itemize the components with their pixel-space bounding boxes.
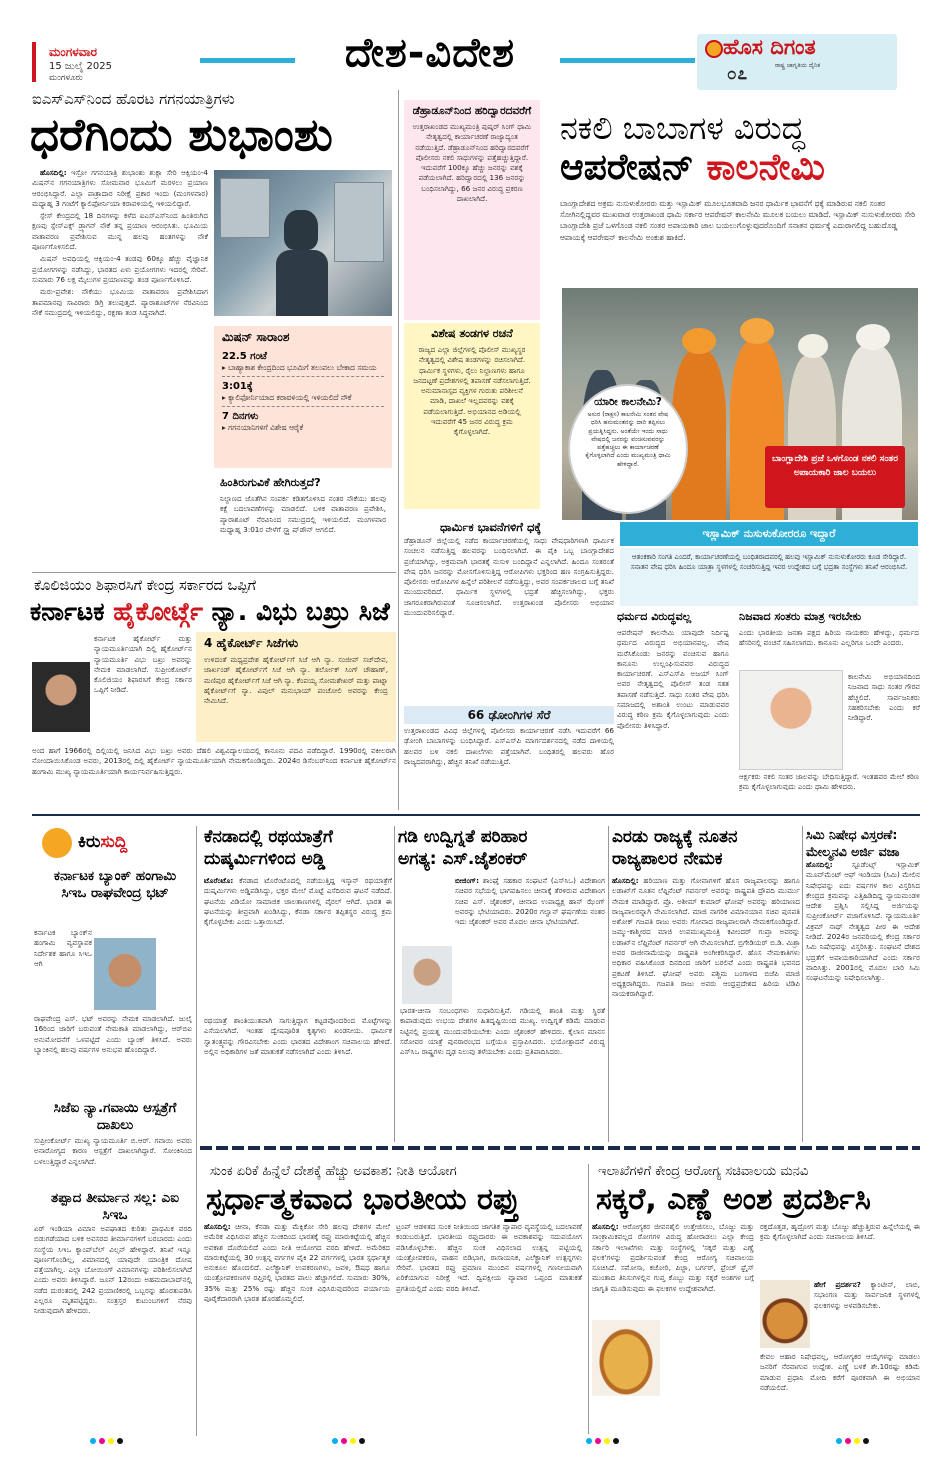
page-number: ೦೭ <box>727 64 749 84</box>
real-saints-body-right: ಕಾಲನೇಮಿ ಅಭಿಯಾನದಿಂದ ನಿಜವಾದ ಸಾಧು ಸಂತರ ಗೌರವ ಹೆಚ್ಚಲಿದೆ. ಸಾರ್ವಜನಿಕರು ಸಹಕರಿಸಬೇಕು ಎಂದು ಕರೆ ನೀಡಿದ್ದಾರೆ. <box>848 672 920 723</box>
lead-headline: ಧರೆಗಿಂದು ಶುಭಾಂಶು <box>30 108 333 161</box>
tariff-body-col1 <box>204 1222 390 1426</box>
megaphone-icon <box>42 828 72 858</box>
chief-minister-photo <box>739 670 843 770</box>
dehradun-box-text: ಉತ್ತರಾಖಂಡದ ಮುಖ್ಯಮಂತ್ರಿ ಪುಷ್ಕರ್ ಸಿಂಗ್ ಧಾಮಿ ನೇತೃತ್ವದಲ್ಲಿ ಕಾರ್ಯಾಚರಣೆ ರಾಜ್ಯಾದ್ಯಂತ ನಡೆಯುತ್ತಿದೆ. ಡೆಹ್ರಾಡೂನ್‌ನಿಂದ ಹರಿದ್ವಾರದವರೆಗೆ ಪೊಲೀಸರು ನಕಲಿ ಸಾಧುಗಳನ್ನು ಪತ್ತೆಹಚ್ಚುತ್ತಿದ್ದಾರೆ. ಇದುವರೆಗೆ 100ಕ್ಕೂ ಹೆಚ್ಚು ಜನರನ್ನು ವಶಕ್ಕೆ ಪಡೆಯಲಾಗಿದೆ. ಹರಿದ್ವಾರದಲ್ಲಿ 136 ಜನರನ್ನು ಬಂಧಿಸಲಾಗಿದ್ದು, 66 ಜನರ ವಿರುದ್ಧ ಪ್ರಕರಣ ದಾಖಲಾಗಿದೆ. <box>412 122 532 204</box>
magenta-dot <box>341 1438 347 1444</box>
briefs-title-a: ಕಿರು <box>78 832 101 852</box>
column-rule <box>802 826 803 1142</box>
tariff-col1-text: ಚೀನಾ, ಕೆನಡಾ ಮತ್ತು ಮೆಕ್ಸಿಕೋ ಸೇರಿ ಹಲವು ದೇಶಗಳ ಮೇಲೆ ಅಮೆರಿಕ ವಿಧಿಸಿರುವ ಹೆಚ್ಚಿನ ಸುಂಕದಿಂದ ಭಾರತಕ್ಕೆ ರಫ್ತು ಮಾರುಕಟ್ಟೆಯಲ್ಲಿ ಹೆಚ್ಚಿನ ಅವಕಾಶ ದೊರೆಯಲಿದೆ ಎಂದು ನೀತಿ ಆಯೋಗದ ವರದಿ ಹೇಳಿದೆ. ಅಮೆರಿಕದ ಮಾರುಕಟ್ಟೆಯಲ್ಲಿ 30 ಉತ್ಪನ್ನ ವರ್ಗಗಳ ಪೈಕಿ 22 ವರ್ಗಗಳಲ್ಲಿ ಭಾರತ ಸ್ಪರ್ಧಾತ್ಮಕ ಅನುಕೂಲ ಹೊಂದಲಿದೆ. ಎಲೆಕ್ಟ್ರಾನಿಕ್ ಉಪಕರಣಗಳು, ಜವಳಿ, ಔಷಧ ಹಾಗೂ ಯಂತ್ರೋಪಕರಣಗಳ ರಫ್ತಿನಲ್ಲಿ ಭಾರತದ ಪಾಲು ಹೆಚ್ಚಾಗಲಿದೆ. ಸುಮಾರು 30%, 35% ಮತ್ತು 25% ರಷ್ಟು ಹೆಚ್ಚಿನ ಸುಂಕ ವಿಧಿಸಿರುವುದರಿಂದ ಪರ್ಯಾಯ ಪೂರೈಕೆದಾರರಾಗಿ ಭಾರತ ಹೊರಹೊಮ್ಮಲಿದೆ. <box>204 1222 390 1304</box>
print-registration-marks <box>836 1438 869 1444</box>
who-is-kalanemi-box <box>568 384 688 514</box>
real-saints-title: ನಿಜವಾದ ಸಂತರು ಮಾತ್ರ ಇರಬೇಕು <box>739 610 862 623</box>
collegium-body-a: ಕರ್ನಾಟಕ ಹೈಕೋರ್ಟ್ ಮತ್ತು ನ್ಯಾಯಮೂರ್ತಿಯಾಗಿ ದಿಲ್ಲಿ ಹೈಕೋರ್ಟ್‌ನ ನ್ಯಾಯಮೂರ್ತಿ ವಿಭು ಬಖ್ರು ಅವರನ್ನು ನೇಮಕ ಮಾಡಲಾಗಿದೆ. ಸುಪ್ರೀಂಕೋರ್ಟ್ ಕೊಲಿಜಿಯಂ ಶಿಫಾರಸಿಗೆ ಕೇಂದ್ರ ಸರ್ಕಾರ ಒಪ್ಪಿಗೆ ನೀಡಿದೆ. <box>94 634 192 695</box>
column-rule <box>608 826 609 1142</box>
brief1-body-b: ರಾಘವೇಂದ್ರ ಎಸ್. ಭಟ್ ಅವರನ್ನು ನೇಮಕ ಮಾಡಲಾಗಿದೆ. ಜುಲೈ 16ರಿಂದ ಜಾರಿಗೆ ಬರುವಂತೆ ನೇಮಕಾತಿ ಮಾಡಲಾಗಿದ್ದು, ಆರ್‌ಬಿಐ ಅನುಮೋದನೆಗೆ ಒಳಪಟ್ಟಿದೆ ಎಂದು ಬ್ಯಾಂಕ್ ತಿಳಿಸಿದೆ. ಅವರು ಬ್ಯಾಂಕಿನಲ್ಲಿ ಹಲವು ವರ್ಷಗಳ ಅನುಭವ ಹೊಂದಿದ್ದಾರೆ. <box>34 1014 192 1054</box>
health-body-col2a: ರಕ್ತದೊತ್ತಡ, ಹೃದ್ರೋಗ ಮತ್ತು ಬೊಜ್ಜು ಹೆಚ್ಚುತ್ತಿರುವ ಹಿನ್ನೆಲೆಯಲ್ಲಿ ಈ ಕ್ರಮ ಕೈಗೊಳ್ಳಲಾಗಿದೆ ಎಂದು ಸಚಿವಾಲಯ ತಿಳಿಸಿದೆ. <box>760 1222 920 1242</box>
dehradun-box-title: ಡೆಹ್ರಾಡೂನ್‌ನಿಂದ ಹರಿದ್ವಾರದವರೆಗೆ <box>412 105 532 117</box>
brief2-headline: ಸಿಜೆಐ ನ್ಯಾ.ಗವಾಯಿ ಆಸ್ಪತ್ರೆಗೆ ದಾಖಲು <box>53 1100 177 1133</box>
sixty-six-arrested-body: ಉತ್ತರಾಖಂಡದ ವಿವಿಧ ಜಿಲ್ಲೆಗಳಲ್ಲಿ ಪೊಲೀಸರು ಕಾರ್ಯಾಚರಣೆ ನಡೆಸಿ ಇದುವರೆಗೆ 66 ಢೋಂಗಿ ಬಾಬಾಗಳನ್ನು ಬಂಧಿಸಿದ್ದಾರೆ. ಎಸ್‌ಎಸ್‌ಪಿ ಮಾರ್ಗದರ್ಶನದಲ್ಲಿ ನಡೆದ ದಾಳಿಯಲ್ಲಿ ಹಲವರ ಬಳಿ ನಕಲಿ ದಾಖಲೆಗಳು ಪತ್ತೆಯಾಗಿವೆ. ಬಂಧಿತರಲ್ಲಿ ಹಲವರು ಹೊರ ರಾಜ್ಯದವರಾಗಿದ್ದು, ಹೆಚ್ಚಿನ ತನಿಖೆ ನಡೆಯುತ್ತಿದೆ. <box>404 726 614 766</box>
masthead-accent-bar <box>32 42 36 82</box>
astronaut-figure <box>284 210 318 250</box>
collegium-kicker: ಕೊಲಿಜಿಯಂ ಶಿಫಾರಸಿಗೆ ಕೇಂದ್ರ ಸರ್ಕಾರದ ಒಪ್ಪಿಗೆ <box>34 578 257 594</box>
mission-value-2: 3:01ಕ್ಕೆ <box>222 381 253 392</box>
fake-baba-intro: ಬಾಂಗ್ಲಾದೇಶದ ಅಕ್ರಮ ನುಸುಳುಕೋರರು ಮತ್ತು ಇಸ್ಲಾಮಿಕ್ ಮೂಲಭೂತವಾದಿ ಜನರ ಧಾರ್ಮಿಕ ಭಾವನೆಗೆ ಧಕ್ಕೆ ಮಾಡಿರುವ ನಕಲಿ ಸಂತರ ಸೋಗಿನಲ್ಲಿದ್ದವರ ಮುಖವಾಡ ಉತ್ತರಾಖಂಡ ಧಾಮಿ ಸರ್ಕಾರ ಆಪರೇಷನ್ ಕಾಲನೇಮಿ ಮೂಲಕ ಬಯಲು ಮಾಡಿದೆ. ಇಸ್ಲಾಮಿಕ್ ನುಸುಳುಕೋರರು ಸೇರಿ ಬಾಂಗ್ಲಾದೇಶಿ ಪ್ರಜೆ ಒಳಗೊಂಡ ನಕಲಿ ಸಂತರ ಅಪಾಯಕಾರಿ ಜಾಲ ಬಯಲುಗೊಳ್ಳುವುದರೊಂದಿಗೆ ಸನಾತನ ಧರ್ಮಕ್ಕೆ ಎದುರಾಗಲಿದ್ದ ಬಹುದೊಡ್ಡ ಆಪಾಯಕ್ಕೆ ಆಪರೇಷನ್ ಕಾಲನೇಮಿ ಅಂಕುಶ ಹಾಕಿದೆ. <box>560 199 916 242</box>
mission-text-3-content: ಗಗನಯಾನಿಗಳಿಗೆ ವಿಶೇಷ ಆರೈಕೆ <box>228 423 304 432</box>
mission-text-1-content: ಬಾಹ್ಯಾಕಾಶ ಕೇಂದ್ರದಿಂದ ಭೂಮಿಗೆ ತಲುಪಲು ಬೇಕಾದ ಸಮಯ <box>228 363 377 372</box>
brief1-photo <box>94 938 156 1010</box>
masthead-day: ಮಂಗಳವಾರ <box>49 45 98 59</box>
turban-shape <box>798 334 828 358</box>
canada-body-b: ರಥಯಾತ್ರೆ ಶಾಂತಿಯುತವಾಗಿ ಸಾಗುತ್ತಿದ್ದಾಗ ಕಟ್ಟಡವೊಂದರಿಂದ ಮೊಟ್ಟೆಗಳನ್ನು ಎಸೆಯಲಾಗಿದೆ. ಇಂತಹ ದ್ವೇಷಪೂರಿತ ಕೃತ್ಯಗಳು ಖಂಡನೀಯ. ಧಾರ್ಮಿಕ ಸ್ವಾತಂತ್ರ್ಯವನ್ನು ಗೌರವಿಸಬೇಕು ಎಂದು ಭಾರತದ ವಿದೇಶಾಂಗ ಸಚಿವಾಲಯ ಹೇಳಿದೆ. ಅಲ್ಲಿನ ಅಧಿಕಾರಿಗಳ ಜತೆ ಮಾತುಕತೆ ನಡೆಸಲಾಗಿದೆ ಎಂದು ತಿಳಿಸಿದೆ. <box>204 1016 392 1056</box>
section-separator <box>592 1146 920 1150</box>
section-divider-left <box>200 58 295 63</box>
brief2-body: ಸುಪ್ರೀಂಕೋರ್ಟ್ ಮುಖ್ಯ ನ್ಯಾಯಮೂರ್ತಿ ಬಿ.ಆರ್. ಗವಾಯಿ ಅವರು ಅನಾರೋಗ್ಯದ ಕಾರಣ ಆಸ್ಪತ್ರೆಗೆ ದಾಖಲಾಗಿದ್ದಾರೆ. ಸೋಂಕಿನಿಂದ ಬಳಲುತ್ತಿದ್ದಾರೆ ಎನ್ನಲಾಗಿದೆ. <box>34 1136 192 1166</box>
canada-body-a-text: ಕೆನಡಾದ ಟೊರೆಂಟೊದಲ್ಲಿ ನಡೆಯುತ್ತಿದ್ದ ಇಸ್ಕಾನ್ ರಥಯಾತ್ರೆಗೆ ದುಷ್ಕರ್ಮಿಗಳು ಅಡ್ಡಿಪಡಿಸಿದ್ದು, ಭಕ್ತರ ಮೇಲೆ ಮೊಟ್ಟೆ ಎಸೆದಿರುವ ಘಟನೆ ನಡೆದಿದೆ. ಘಟನೆಯ ವಿಡಿಯೋ ಸಾಮಾಜಿಕ ಜಾಲತಾಣಗಳಲ್ಲಿ ವೈರಲ್ ಆಗಿದೆ. ಭಾರತ ಈ ಘಟನೆಯನ್ನು ತೀವ್ರವಾಗಿ ಖಂಡಿಸಿದ್ದು, ಕೆನಡಾ ಸರ್ಕಾರ ತಪ್ಪಿತಸ್ಥರ ವಿರುದ್ಧ ಕ್ರಮ ಕೈಗೊಳ್ಳಬೇಕು ಎಂದು ಒತ್ತಾಯಿಸಿದೆ. <box>204 876 392 927</box>
print-registration-marks <box>332 1438 365 1444</box>
fake-baba-headline <box>560 108 930 188</box>
column-rule <box>588 1164 589 1434</box>
magenta-dot <box>845 1438 851 1444</box>
brief3-body: ಏರ್ ಇಂಡಿಯಾ ವಿಮಾನ ಅಪಘಾತದ ಕುರಿತು ಪ್ರಾಥಮಿಕ ವರದಿ ಬಿಡುಗಡೆಯಾದ ಬಳಿಕ ಅವಸರದ ತೀರ್ಮಾನಗಳಿಗೆ ಬರಬಾರದು ಎಂದು ಸಂಸ್ಥೆಯ ಸಿಇಒ ಕ್ಯಾಂಪ್‌ಬೆಲ್ ವಿಲ್ಸನ್ ಹೇಳಿದ್ದಾರೆ. ತನಿಖೆ ಇನ್ನೂ ಪೂರ್ಣಗೊಂಡಿಲ್ಲ, ವಿಮಾನದಲ್ಲಿ ಯಾವುದೇ ಯಾಂತ್ರಿಕ ದೋಷ ಪತ್ತೆಯಾಗಿಲ್ಲ. ಎಲ್ಲಾ ಬೋಯಿಂಗ್ ವಿಮಾನಗಳನ್ನು ಪರಿಶೀಲಿಸಲಾಗಿದೆ ಎಂದು ಅವರು ತಿಳಿಸಿದ್ದಾರೆ. ಜೂನ್ 12ರಂದು ಅಹಮದಾಬಾದ್‌ನಲ್ಲಿ ನಡೆದ ದುರಂತದಲ್ಲಿ 242 ಪ್ರಯಾಣಿಕರಲ್ಲಿ ಒಬ್ಬರನ್ನು ಹೊರತುಪಡಿಸಿ ಎಲ್ಲರೂ ಮೃತಪಟ್ಟಿದ್ದರು. ಸಂತ್ರಸ್ತರ ಕುಟುಂಬಗಳಿಗೆ ನೆರವು ನೀಡುವುದಾಗಿ ಹೇಳಿದರು. <box>34 1224 192 1316</box>
canada-headline-b: ದುಷ್ಕರ್ಮಿಗಳಿಂದ ಅಡ್ಡಿ <box>204 849 326 869</box>
tariff-headline: ಸ್ಪರ್ಧಾತ್ಮಕವಾದ ಭಾರತೀಯ ರಫ್ತು <box>206 1182 520 1217</box>
headline-kalanemi: ಕಾಲನೇಮಿ <box>706 147 825 188</box>
brief1-body-a: ಕರ್ನಾಟಕ ಬ್ಯಾಂಕ್‌ನ ಹಂಗಾಮಿ ವ್ಯವಸ್ಥಾಪಕ ನಿರ್ದೇಶಕ ಹಾಗೂ ಸಿಇಒ ಆಗಿ <box>34 928 92 968</box>
lead-body <box>32 168 208 568</box>
governor-headline-a: ಎರಡು ರಾಜ್ಯಕ್ಕೆ ನೂತನ <box>612 827 738 847</box>
mission-text-2-content: ಕ್ಯಾಲಿಫೋರ್ನಿಯಾದ ಕರಾವಳಿಯಲ್ಲಿ ಇಳಿಯಲಿದೆ ನೌಕೆ <box>228 393 352 402</box>
turban-shape <box>856 324 890 350</box>
magenta-dot <box>99 1438 105 1444</box>
black-dot <box>613 1438 619 1444</box>
headline-operation: ಆಪರೇಷನ್ <box>560 147 694 188</box>
border-dateline: ಬೀಜಿಂಗ್: <box>455 876 480 885</box>
islamic-infiltrators-banner: ಇಸ್ಲಾಮಿಕ್ ನುಸುಳುಕೋರರೂ ಇದ್ದಾರೆ <box>620 522 918 546</box>
briefs-title-b: ಸುದ್ದಿ <box>100 832 128 852</box>
astronaut-photo <box>214 170 392 316</box>
governor-headline-b: ರಾಜ್ಯಪಾಲರ ನೇಮಕ <box>612 849 723 869</box>
collegium-headline <box>30 597 390 627</box>
canada-headline <box>204 826 389 870</box>
divider <box>32 572 396 573</box>
border-headline-a: ಗಡಿ ಉದ್ವಿಗ್ನತೆ ಪರಿಹಾರ <box>398 827 528 847</box>
section-divider <box>560 58 695 63</box>
health-body-col2c: ಕೇವಲ ಆಹಾರ ನಿಷೇಧವಲ್ಲ, ಆರೋಗ್ಯಕರ ಆಯ್ಕೆಗಳನ್ನು ಮಾಡಲು ಜನರಿಗೆ ನೆರವಾಗುವ ಉದ್ದೇಶ. ಎಣ್ಣೆ ಬಳಕೆ ಶೇ.10ರಷ್ಟು ಕಡಿಮೆ ಮಾಡುವ ಪ್ರಧಾನಿ ಮೋದಿ ಕರೆಗೆ ಪೂರಕವಾಗಿ ಈ ಅಭಿಯಾನ ನಡೆಯಲಿದೆ. <box>760 1352 920 1392</box>
yellow-dot <box>108 1438 114 1444</box>
mission-box-title: ಮಿಷನ್ ಸಾರಾಂಶ <box>222 330 290 344</box>
border-body-a-text: ಶಾಂಘೈ ಸಹಕಾರ ಸಂಘಟನೆ (ಎಸ್‌ಸಿಒ) ವಿದೇಶಾಂಗ ಸಚಿವರ ಸಭೆಯಲ್ಲಿ ಭಾಗವಹಿಸಲು ಚೀನಾಕ್ಕೆ ತೆರಳಿರುವ ವಿದೇಶಾಂಗ ಸಚಿವ ಎಸ್. ಜೈಶಂಕರ್, ಚೀನಾದ ಉಪಾಧ್ಯಕ್ಷ ಹಾನ್ ಝೆಂಗ್ ಅವರನ್ನು ಭೇಟಿಯಾದರು. 2020ರ ಗಲ್ವಾನ್ ಘರ್ಷಣೆಯ ನಂತರ ಇದು ಜೈಶಂಕರ್ ಅವರ ಮೊದಲ ಚೀನಾ ಭೇಟಿಯಾಗಿದೆ. <box>455 876 605 927</box>
mission-value-1: 22.5 ಗಂಟೆ <box>222 351 267 362</box>
tariff-body-col2: ಟ್ರಂಪ್ ಆಡಳಿತದ ಸುಂಕ ನೀತಿಯಿಂದ ಜಾಗತಿಕ ವ್ಯಾಪಾರ ವ್ಯವಸ್ಥೆಯಲ್ಲಿ ಬದಲಾವಣೆ ಕಂಡುಬರುತ್ತಿದೆ. ಭಾರತೀಯ ರಫ್ತುದಾರರು ಈ ಅವಕಾಶವನ್ನು ಸದುಪಯೋಗ ಪಡಿಸಿಕೊಳ್ಳಬೇಕು. ಹೆಚ್ಚಿನ ಸುಂಕ ವಿಧಿಸಲಾದ ಉತ್ಪನ್ನ ಪಟ್ಟಿಯಲ್ಲಿ ಯಂತ್ರೋಪಕರಣ, ವಾಹನ ಬಿಡಿಭಾಗ, ರಾಸಾಯನಿಕ, ಎಲೆಕ್ಟ್ರಾನಿಕ್ ಉತ್ಪನ್ನಗಳು ಸೇರಿವೆ. ಭಾರತದ ರಫ್ತು ಪ್ರಮಾಣ ಮುಂದಿನ ವರ್ಷಗಳಲ್ಲಿ ಗಣನೀಯವಾಗಿ ಏರಿಕೆಯಾಗುವ ನಿರೀಕ್ಷೆ ಇದೆ. ದ್ವಿಪಕ್ಷೀಯ ವ್ಯಾಪಾರ ಒಪ್ಪಂದ ಮಾತುಕತೆ ಪ್ರಗತಿಯಲ್ಲಿದೆ ಎಂದು ವರದಿ ತಿಳಿಸಿದೆ. <box>396 1222 582 1293</box>
governor-body <box>612 876 800 1138</box>
governor-headline <box>612 826 797 870</box>
astronaut-body <box>276 250 328 316</box>
lead-para-2: ಸ್ಪೇಸ್ ಕೇಂದ್ರದಲ್ಲಿ 18 ದಿನಗಳನ್ನು ಕಳೆದ ಐಎಸ್‌ಎಸ್‌ನಿಂದ ಹಿಂತಿರುಗಿದ ಕ್ಷಣವು ಸ್ಪೇಸ್‌ಎಕ್ಸ್ ಡ್ರ್ಯಾಗನ್ ನೌಕೆ ತನ್ನ ಪ್ರಯಾಣ ಆರಂಭಿಸಿತು. ಭೂಮಿಯ ವಾತಾವರಣ ಪ್ರವೇಶಿಸುವ ಮುನ್ನ ಹಲವು ಹಂತಗಳನ್ನು ನೌಕೆ ಪೂರ್ಣಗೊಳಿಸಲಿದೆ. <box>32 211 208 252</box>
column-rule <box>398 90 399 810</box>
special-box-text: ರಾಜ್ಯದ ಎಲ್ಲಾ ಜಿಲ್ಲೆಗಳಲ್ಲಿ ಪೊಲೀಸ್ ಮುಖ್ಯಸ್ಥರ ನೇತೃತ್ವದಲ್ಲಿ ವಿಶೇಷ ತಂಡಗಳನ್ನು ರಚಿಸಲಾಗಿದೆ. ಧಾರ್ಮಿಕ ಸ್ಥಳಗಳು, ರೈಲು ನಿಲ್ದಾಣಗಳು ಹಾಗೂ ಜನದಟ್ಟಣೆ ಪ್ರದೇಶಗಳಲ್ಲಿ ತಪಾಸಣೆ ನಡೆಸಲಾಗುತ್ತಿದೆ. ಅನುಮಾನಾಸ್ಪದ ವ್ಯಕ್ತಿಗಳ ಗುರುತು ಪರಿಶೀಲನೆ ಮಾಡಿ, ದಾಖಲೆ ಇಲ್ಲದವರನ್ನು ವಶಕ್ಕೆ ಪಡೆಯಲಾಗುತ್ತಿದೆ. ಅಭಿಯಾನದ ಅಡಿಯಲ್ಲಿ ಇದುವರೆಗೆ 45 ಜನರ ವಿರುದ್ಧ ಕ್ರಮ ಕೈಗೊಳ್ಳಲಾಗಿದೆ. <box>413 345 531 437</box>
health-col1-text: ಆರೋಗ್ಯಕರ ಜೀವನಶೈಲಿ ಉತ್ತೇಜಿಸಲು, ಬೊಜ್ಜು ಮತ್ತು ಸಾಂಕ್ರಾಮಿಕವಲ್ಲದ ರೋಗಗಳ ವಿರುದ್ಧ ಹೋರಾಡಲು ಎಲ್ಲಾ ಕೇಂದ್ರ ಸರ್ಕಾರಿ ಇಲಾಖೆಗಳು ಮತ್ತು ಸಂಸ್ಥೆಗಳಲ್ಲಿ 'ಸಕ್ಕರೆ ಮತ್ತು ಎಣ್ಣೆ ಫಲಕ'ಗಳನ್ನು ಪ್ರದರ್ಶಿಸುವಂತೆ ಕೇಂದ್ರ ಆರೋಗ್ಯ ಸಚಿವಾಲಯ ಸೂಚಿಸಿದೆ. ಸಮೋಸಾ, ಕಚೋರಿ, ಪಿಜ್ಜಾ, ಬರ್ಗರ್, ಫ್ರೆಂಚ್ ಫ್ರೈಸ್ ಮುಂತಾದ ತಿನಿಸುಗಳಲ್ಲಿನ ಗುಪ್ತ ಕೊಬ್ಬು ಮತ್ತು ಸಕ್ಕರೆ ಅಂಶಗಳ ಬಗ್ಗೆ ಜಾಗೃತಿ ಮೂಡಿಸುವುದು ಈ ಫಲಕಗಳ ಉದ್ದೇಶವಾಗಿದೆ. <box>592 1222 754 1293</box>
lead-para-1: ಇಸ್ರೋ ಗಗನಯಾತ್ರಿ ಶುಭಾಂಶು ಶುಕ್ಲಾ ಸೇರಿ ಆಕ್ಸಿಯಂ-4 ಮಿಷನ್‌ನ ಗಗನಯಾತ್ರಿಗಳು ಸೋಮವಾರ ಭೂಮಿಗೆ ಮರಳಲು ಪ್ರಯಾಣ ಆರಂಭಿಸಿದ್ದಾರೆ. ಎಲ್ಲಾ ಪಾತ್ರಾದಾರ ನಿರೀಕ್ಷೆ ಪ್ರಕಾರ ಇಂದು (ಮಂಗಳವಾರ) ಮಧ್ಯಾಹ್ನ 3 ಗಂಟೆಗೆ ಕ್ಯಾಲಿಫೋರ್ನಿಯಾ ಕರಾವಳಿಯಲ್ಲಿ ಇಳಿಯಲಿದ್ದಾರೆ. <box>32 168 208 208</box>
black-dot <box>117 1438 123 1444</box>
religious-sentiment-title: ಧಾರ್ಮಿಕ ಭಾವನೆಗಳಿಗೆ ಧಕ್ಕೆ <box>440 520 542 534</box>
return-box-title: ಹಿಂತಿರುಗುವಿಕೆ ಹೇಗಿರುತ್ತದೆ? <box>220 476 321 489</box>
mission-value-3: 7 ದಿನಗಳು <box>222 411 259 422</box>
lead-para-4: ಮರು-ಪ್ರವೇಶ: ನೌಕೆಯು ಭೂಮಿಯ ವಾತಾವರಣ ಪ್ರವೇಶಿಸಿದಾಗ ತಾಪಮಾನವು ಸಾವಿರಾರು ಡಿಗ್ರಿ ತಲುಪುತ್ತದೆ. ಪ್ಯಾರಾಶೂಟ್‌ಗಳ ನೆರವಿನಿಂದ ನೌಕೆ ಸಮುದ್ರದಲ್ಲಿ ಇಳಿಯಲಿದ್ದು, ರಕ್ಷಣಾ ತಂಡ ಸಿದ್ಧವಾಗಿದೆ. <box>32 287 208 317</box>
photo-caption: ಬಾಂಗ್ಲಾದೇಶಿ ಪ್ರಜೆ ಒಳಗೊಂಡ ನಕಲಿ ಸಂತರ ಅಪಾಯಕಾರಿ ಜಾಲ ಬಯಲು <box>765 446 905 508</box>
border-body-a <box>455 876 605 1004</box>
briefs-banner <box>32 826 192 862</box>
lead-para-3: ಮಿಷನ್ ಅವಧಿಯಲ್ಲಿ ಆಕ್ಸಿಯಂ-4 ತಂಡವು 60ಕ್ಕೂ ಹೆಚ್ಚು ವೈಜ್ಞಾನಿಕ ಪ್ರಯೋಗಗಳನ್ನು ನಡೆಸಿದ್ದು, ಭಾರತದ ಏಳು ಪ್ರಯೋಗಗಳು ಇದರಲ್ಲಿ ಸೇರಿವೆ. ಸುಮಾರು 76 ಲಕ್ಷ ಮೈಲುಗಳ ಪ್ರಯಾಣವನ್ನು ತಂಡ ಪೂರ್ಣಗೊಳಿಸಿದೆ. <box>32 254 208 284</box>
column-rule <box>196 826 197 1436</box>
return-box-text: ನಿಲ್ದಾಣದ ಜೊತೆಗಿನ ಸಂಪರ್ಕ ಕಡಿತಗೊಳಿಸಿದ ನಂತರ ನೌಕೆಯು ಹಲವು ಕಕ್ಷೆ ಬದಲಾವಣೆಗಳನ್ನು ಮಾಡಲಿದೆ. ಬಳಿಕ ವಾತಾವರಣ ಪ್ರವೇಶಿಸಿ, ಪ್ಯಾರಾಶೂಟ್ ನೆರವಿನಿಂದ ಸಮುದ್ರದಲ್ಲಿ ಇಳಿಯಲಿದೆ. ಮಂಗಳವಾರ ಮಧ್ಯಾಹ್ನ 3:01ರ ವೇಳೆಗೆ ಸ್ಪ್ಲ್ಯಾಷ್‌ಡೌನ್ ಆಗಲಿದೆ. <box>220 494 386 534</box>
health-kicker: ಇಲಾಖೆಗಳಿಗೆ ಕೇಂದ್ರ ಆರೋಗ್ಯ ಸಚಿವಾಲಯ ಮನವಿ <box>598 1164 809 1179</box>
health-col2b-text: ಕ್ಯಾಂಟೀನ್, ಲಾಬಿ, ಸಭಾಂಗಣ ಮತ್ತು ಸಾರ್ವಜನಿಕ ಸ್ಥಳಗಳಲ್ಲಿ ಫಲಕಗಳನ್ನು ಅಳವಡಿಸಬೇಕು. <box>814 1280 920 1310</box>
black-dot <box>863 1438 869 1444</box>
cyan-dot <box>586 1438 592 1444</box>
canada-dateline: ಟೊರೆಂಟೊ: <box>204 876 234 885</box>
simi-body-text: ಸ್ಟೂಡೆಂಟ್ಸ್ ಇಸ್ಲಾಮಿಕ್ ಮೂವ್‌ಮೆಂಟ್ ಆಫ್ ಇಂಡಿಯಾ (ಸಿಮಿ) ಮೇಲಿನ ನಿಷೇಧವನ್ನು ಐದು ವರ್ಷಗಳ ಕಾಲ ವಿಸ್ತರಿಸಿದ ಕೇಂದ್ರದ ಕ್ರಮವನ್ನು ಎತ್ತಿಹಿಡಿದಿದ್ದ ನ್ಯಾಯಮಂಡಳಿ ಆದೇಶ ಪ್ರಶ್ನಿಸಿ ಸಲ್ಲಿಸಿದ್ದ ಅರ್ಜಿಯನ್ನು ಸುಪ್ರೀಂಕೋರ್ಟ್ ವಜಾಗೊಳಿಸಿದೆ. ನ್ಯಾಯಮೂರ್ತಿ ವಿಕ್ರಮ್ ನಾಥ್ ನೇತೃತ್ವದ ಪೀಠ ಈ ಆದೇಶ ನೀಡಿದೆ. 2024ರ ಜನವರಿಯಲ್ಲಿ ಕೇಂದ್ರ ಸರ್ಕಾರ ಸಿಮಿ ನಿಷೇಧವನ್ನು ವಿಸ್ತರಿಸಿತ್ತು. ಸಂಘಟನೆ ದೇಶದ ಭದ್ರತೆಗೆ ಅಪಾಯಕಾರಿಯಾಗಿದೆ ಎಂದು ಸರ್ಕಾರ ವಾದಿಸಿತ್ತು. 2001ರಲ್ಲಿ ಮೊದಲ ಬಾರಿ ಸಿಮಿ ಸಂಘಟನೆಯನ್ನು ನಿಷೇಧಿಸಲಾಗಿತ್ತು. <box>806 860 920 983</box>
real-saints-body-bottom: ಆರ್ಕ್ಷಕರು ನಕಲಿ ಸಂತರ ಜಾಲವನ್ನು ಬೇಧಿಸುತ್ತಿದ್ದಾರೆ. ಇಂತಹವರ ಮೇಲೆ ಕಠಿಣ ಕ್ರಮ ಕೈಗೊಳ್ಳಲಾಗುವುದು ಎಂದು ಧಾಮಿ ಹೇಳಿದರು. <box>739 772 919 792</box>
canada-body-a <box>204 876 392 1016</box>
samosa-photo <box>592 1320 660 1396</box>
religious-sentiment-body: ಡೆಹ್ರಾಡೂನ್ ಜಿಲ್ಲೆಯಲ್ಲಿ ನಡೆದ ಕಾರ್ಯಾಚರಣೆಯಲ್ಲಿ ಸಾಧು ವೇಷಧಾರಿಗಳಾಗಿ ಧಾರ್ಮಿಕ ಸಂಚಲನ ನಡೆಸುತ್ತಿದ್ದ ಹಲವರನ್ನು ಬಂಧಿಸಲಾಗಿದೆ. ಈ ಪೈಕಿ ಒಬ್ಬ ಬಾಂಗ್ಲಾದೇಶದ ಪ್ರಜೆಯಾಗಿದ್ದು, ಅಕ್ರಮವಾಗಿ ಭಾರತಕ್ಕೆ ನುಸುಳಿ ಬಂದಿದ್ದಾನೆ ಎನ್ನಲಾಗಿದೆ. ಹಿಂದೂ ಸಂತರಂತೆ ವೇಷ ಧರಿಸಿ ಜನರನ್ನು ಮೋಸಗೊಳಿಸುತ್ತಿದ್ದ ಆರೋಪಿಗಳು ಭಕ್ತರಿಂದ ಹಣ ಸಂಗ್ರಹಿಸುತ್ತಿದ್ದರು. ಪೊಲೀಸರು ಆರೋಪಿಗಳ ಹಿನ್ನೆಲೆ ಪರಿಶೀಲನೆ ನಡೆಸುತ್ತಿದ್ದು, ಅವರ ಸಂಪರ್ಕಜಾಲದ ಬಗ್ಗೆ ತನಿಖೆ ಮುಂದುವರಿದಿದೆ. ಧಾರ್ಮಿಕ ಸ್ಥಳಗಳಲ್ಲಿ ಭದ್ರತೆ ಹೆಚ್ಚಿಸಲಾಗಿದ್ದು, ಭಕ್ತರು ಜಾಗರೂಕರಾಗಿರುವಂತೆ ಸೂಚಿಸಲಾಗಿದೆ. ಉತ್ತರಾಖಂಡ ಪೊಲೀಸರು ಅಭಿಯಾನ ಮುಂದುವರಿಸಲಿದ್ದಾರೆ. <box>404 536 614 618</box>
special-box-title: ವಿಶೇಷ ತಂಡಗಳ ರಚನೆ <box>431 327 513 340</box>
jaishankar-photo <box>402 946 452 1004</box>
judge-photo <box>32 662 90 732</box>
health-body-col2b <box>814 1280 920 1350</box>
dehradun-box <box>404 100 540 320</box>
yellow-dot <box>854 1438 860 1444</box>
four-high-court-cj-box <box>196 632 396 742</box>
governor-dateline: ಹೊಸದಿಲ್ಲಿ: <box>612 876 639 885</box>
who-box-text: ಅಸುರ (ರಾಕ್ಷಸ) ಕಾಲನೇಮಿ ಸಂತನ ವೇಷ ಧರಿಸಿ ಹನುಮಂತನನ್ನು ದಾರಿ ತಪ್ಪಿಸಲು ಪ್ರಯತ್ನಿಸಿದ್ದನು. ಅಂತೆಯೇ ಇಂದು ಸಾಧು ವೇಷದಲ್ಲಿ ಜನರನ್ನು ವಂಚಿಸುವವರನ್ನು ಪತ್ತೆಹಚ್ಚಲು ಈ ಕಾರ್ಯಾಚರಣೆ ಕೈಗೊಳ್ಳಲಾಗಿದೆ ಎಂದು ಮುಖ್ಯಮಂತ್ರಿ ಧಾಮಿ ಹೇಳಿದ್ದಾರೆ. <box>585 411 671 468</box>
cyan-dot <box>836 1438 842 1444</box>
cyan-dot <box>90 1438 96 1444</box>
tariff-kicker: ಸುಂಕ ಏರಿಕೆ ಹಿನ್ನೆಲೆ ದೇಶಕ್ಕೆ ಹೆಚ್ಚು ಅವಕಾಶ: ನೀತಿ ಆಯೋಗ <box>210 1164 457 1179</box>
who-box-title: ಯಾರೀ ಕಾಲನೇಮಿ? <box>594 396 662 408</box>
logo-emblem-icon <box>705 40 723 58</box>
turban-shape <box>740 318 774 344</box>
tariff-dateline: ಹೊಸದಿಲ್ಲಿ: <box>204 1222 231 1231</box>
yellow-dot <box>604 1438 610 1444</box>
section-separator <box>32 814 920 816</box>
brief1-headline: ಕರ್ನಾಟಕ ಬ್ಯಾಂಕ್ ಹಂಗಾಮಿ ಸಿಇಒ ರಾಘವೇಂದ್ರ ಭಟ್ <box>53 868 177 901</box>
logo-tagline: ರಾಷ್ಟ್ರ ಜಾಗೃತಿಯ ದೈನಿಕ <box>775 62 821 69</box>
collegium-headline-c: ಗೆ ನ್ಯಾ. ವಿಭು ಬಖ್ರು ಸಿಜೆ <box>202 597 390 626</box>
collegium-headline-b: ಹೈಕೋರ್ಟ್ <box>113 597 203 626</box>
briefs-title <box>78 832 127 852</box>
magenta-dot <box>595 1438 601 1444</box>
mission-text-3: ▸ ಗಗನಯಾನಿಗಳಿಗೆ ವಿಶೇಷ ಆರೈಕೆ <box>222 423 304 432</box>
lead-kicker: ಐಎಸ್‌ಎಸ್‌ನಿಂದ ಹೊರಟ ಗಗನಯಾತ್ರಿಗಳು <box>32 90 235 108</box>
sixty-six-arrested-title: 66 ಢೋಂಗಿಗಳ ಸೆರೆ <box>404 706 614 724</box>
special-teams-box <box>404 323 540 509</box>
fake-baba-headline-line1: ನಕಲಿ ಬಾಬಾಗಳ ವಿರುದ್ಧ <box>560 109 805 147</box>
health-col2b-title: ಹೇಗೆ ಪ್ರದರ್ಶನ? <box>814 1280 861 1289</box>
black-dot <box>359 1438 365 1444</box>
section-title: ದೇಶ-ವಿದೇಶ <box>344 30 516 76</box>
mission-text-1: ▸ ಬಾಹ್ಯಾಕಾಶ ಕೇಂದ್ರದಿಂದ ಭೂಮಿಗೆ ತಲುಪಲು ಬೇಕಾದ ಸಮಯ <box>222 363 377 372</box>
mission-summary-box <box>214 326 392 468</box>
brief3-headline: ತಪ್ಪಾದ ತೀರ್ಮಾನ ಸಲ್ಲ: ಎಐ ಸಿಇಒ <box>51 1190 179 1223</box>
column-rule <box>394 826 395 1142</box>
islamic-infiltrators-body: ಆತಂಕಕಾರಿ ಸಂಗತಿ ಎಂದರೆ, ಕಾರ್ಯಾಚರಣೆಯಲ್ಲಿ ಬಂಧಿತರಾದವರಲ್ಲಿ ಹಲವು ಇಸ್ಲಾಮಿಕ್ ನುಸುಳುಕೋರರು ಕೂಡ ಸೇರಿದ್ದಾರೆ. ಸನಾತನ ವೇಷ ಧರಿಸಿ ಹಿಂದೂ ಯಾತ್ರಾ ಸ್ಥಳಗಳಲ್ಲಿ ಸಂಚರಿಸುತ್ತಿದ್ದ ಇವರ ಉದ್ದೇಶದ ಬಗ್ಗೆ ಭದ್ರತಾ ಸಂಸ್ಥೆಗಳು ತನಿಖೆ ಆರಂಭಿಸಿವೆ. <box>620 548 918 606</box>
border-tension-headline <box>398 826 608 870</box>
photo-panel <box>220 178 270 238</box>
governor-body-text: ಹರಿಯಾಣ ಮತ್ತು ಗೋವಾಗಳಿಗೆ ಹೊಸ ರಾಜ್ಯಪಾಲರನ್ನು ಹಾಗೂ ಲಡಾಖ್‌ಗೆ ನೂತನ ಲೆಫ್ಟಿನೆಂಟ್ ಗವರ್ನರ್ ಅವರನ್ನು ರಾಷ್ಟ್ರಪತಿ ದ್ರೌಪದಿ ಮುರ್ಮು ನೇಮಕ ಮಾಡಿದ್ದಾರೆ. ಪ್ರೊ. ಅಶೀಮ್ ಕುಮಾರ್ ಘೋಷ್ ಅವರನ್ನು ಹರಿಯಾಣದ ರಾಜ್ಯಪಾಲರನ್ನಾಗಿ ನೇಮಿಸಲಾಗಿದೆ. ಮಾಜಿ ನಾಗರಿಕ ವಿಮಾನಯಾನ ಸಚಿವ ಪುಸಪತಿ ಅಶೋಕ್ ಗಜಪತಿ ರಾಜು ಅವರು ಗೋವಾದ ರಾಜ್ಯಪಾಲರಾಗಿ ನೇಮಕಗೊಂಡಿದ್ದಾರೆ. ಜಮ್ಮು-ಕಾಶ್ಮೀರದ ಮಾಜಿ ಉಪಮುಖ್ಯಮಂತ್ರಿ ಕವೀಂದರ್ ಗುಪ್ತಾ ಅವರನ್ನು ಲಡಾಖ್‌ನ ಲೆಫ್ಟಿನೆಂಟ್ ಗವರ್ನರ್ ಆಗಿ ನೇಮಿಸಲಾಗಿದೆ. ಬ್ರಿಗೇಡಿಯರ್ ಬಿ.ಡಿ. ಮಿಶ್ರಾ ಅವರ ರಾಜೀನಾಮೆಯನ್ನು ರಾಷ್ಟ್ರಪತಿ ಅಂಗೀಕರಿಸಿದ್ದಾರೆ. ಹೊಸ ನೇಮಕಾತಿಗಳು ಅಧಿಕಾರ ವಹಿಸಿಕೊಂಡ ದಿನದಿಂದ ಜಾರಿಗೆ ಬರಲಿವೆ ಎಂದು ರಾಷ್ಟ್ರಪತಿ ಭವನದ ಪ್ರಕಟಣೆ ತಿಳಿಸಿದೆ. ಘೋಷ್ ಅವರು ಪಶ್ಚಿಮ ಬಂಗಾಳದ ಬಿಜೆಪಿ ಮಾಜಿ ಅಧ್ಯಕ್ಷರಾಗಿದ್ದರು. ಗಜಪತಿ ರಾಜು ಅವರು ಆಂಧ್ರಪ್ರದೇಶದ ಹಿರಿಯ ಟಿಡಿಪಿ ನಾಯಕರಾಗಿದ್ದಾರೆ. <box>612 876 800 999</box>
masthead-city: ಮಂಗಳೂರು <box>49 73 83 83</box>
collegium-body-bottom: ಅಂದ ಹಾಗೆ 1966ರಲ್ಲಿ ದಿಲ್ಲಿಯಲ್ಲಿ ಜನಿಸಿದ ವಿಭು ಬಖ್ರು ಅವರು ದೆಹಲಿ ವಿಶ್ವವಿದ್ಯಾಲಯದಲ್ಲಿ ಕಾನೂನು ಪದವಿ ಪಡೆದಿದ್ದಾರೆ. 1990ರಲ್ಲಿ ವಕೀಲರಾಗಿ ನೋಂದಾಯಿಸಿಕೊಂಡ ಅವರು, 2013ರಲ್ಲಿ ದಿಲ್ಲಿ ಹೈಕೋರ್ಟ್ ನ್ಯಾಯಮೂರ್ತಿಯಾಗಿ ನೇಮಕಗೊಂಡಿದ್ದರು. 2024ರ ಡಿಸೆಂಬರ್‌ನಿಂದ ಕರ್ನಾಟಕ ಹೈಕೋರ್ಟ್‌ನ ಹಂಗಾಮಿ ಮುಖ್ಯ ನ್ಯಾಯಮೂರ್ತಿಯಾಗಿ ಕಾರ್ಯನಿರ್ವಹಿಸುತ್ತಿದ್ದರು. <box>32 746 396 776</box>
print-registration-marks <box>90 1438 123 1444</box>
against-dharma-title: ಧರ್ಮದ ವಿರುದ್ಧವಲ್ಲ <box>617 610 692 623</box>
food-photo <box>760 1280 810 1348</box>
cyan-dot <box>332 1438 338 1444</box>
simi-body <box>806 860 920 1138</box>
mission-text-2: ▸ ಕ್ಯಾಲಿಫೋರ್ನಿಯಾದ ಕರಾವಳಿಯಲ್ಲಿ ಇಳಿಯಲಿದೆ ನೌಕೆ <box>222 393 352 402</box>
hc-box-text: ಉಳಿದಂತೆ ಮಧ್ಯಪ್ರದೇಶ ಹೈಕೋರ್ಟ್‌ಗೆ ಸಿಜೆ ಆಗಿ ನ್ಯಾ. ಸಂಜೀವ್ ಸಚ್‌ದೇವ, ಜಾರ್ಖಂಡ್ ಹೈಕೋರ್ಟ್‌ಗೆ ಸಿಜೆ ಆಗಿ ನ್ಯಾ. ತರ್ಲೋಕ್ ಸಿಂಗ್ ಚೌಹಾಣ್, ಮಣಿಪುರ ಹೈಕೋರ್ಟ್‌ಗೆ ಸಿಜೆ ಆಗಿ ನ್ಯಾ. ಕೆಂಪಯ್ಯ ಸೋಮಶೇಖರ್ ಮತ್ತು ಪಾಟ್ನಾ ಹೈಕೋರ್ಟ್‌ಗೆ ನ್ಯಾ. ವಿಪುಲ್ ಮನುಭಾಯ್ ಪಂಚೋಲಿ ಅವರನ್ನು ಕೇಂದ್ರ ನೇಮಿಸಿದೆ. <box>204 655 388 706</box>
border-headline-b: ಅಗತ್ಯ: ಎಸ್.ಜೈಶಂಕರ್ <box>398 849 528 869</box>
return-process-box <box>214 474 392 568</box>
lead-dateline: ಹೊಸದಿಲ್ಲಿ: <box>40 168 67 177</box>
turban-shape <box>682 328 716 354</box>
simi-headline: ಸಿಮಿ ನಿಷೇಧ ವಿಸ್ತರಣೆ: ಮೇಲ್ಮನವಿ ಅರ್ಜಿ ವಜಾ <box>806 827 900 859</box>
photo-panel <box>334 182 384 262</box>
newspaper-logo <box>697 34 897 90</box>
hc-box-title: 4 ಹೈಕೋರ್ಟ್ ಸಿಜೆಗಳು <box>204 636 299 650</box>
real-saints-body-top: ಎಂದು ಭಾರತೀಯ ಜನತಾ ಪಕ್ಷದ ಹಿರಿಯ ನಾಯಕರು ಹೇಳಿದ್ದು, ಧರ್ಮದ ಹೆಸರಿನಲ್ಲಿ ವಂಚನೆ ಸಹಿಸಲಾಗದು. ಕಾನೂನು ಎಲ್ಲರಿಗೂ ಒಂದೇ ಎಂದರು. <box>739 628 919 648</box>
border-body-b: ಭಾರತ-ಚೀನಾ ಸಂಬಂಧಗಳು ಸುಧಾರಿಸುತ್ತಿವೆ. ಗಡಿಯಲ್ಲಿ ಶಾಂತಿ ಮತ್ತು ಸ್ಥಿರತೆ ಕಾಪಾಡುವುದು ಉಭಯ ದೇಶಗಳ ಹಿತದೃಷ್ಟಿಯಿಂದ ಮುಖ್ಯ. ಉದ್ವಿಗ್ನತೆ ಕಡಿಮೆ ಮಾಡುವ ನಿಟ್ಟಿನಲ್ಲಿ ಪ್ರಯತ್ನ ಮುಂದುವರಿಯಬೇಕು ಎಂದು ಜೈಶಂಕರ್ ಹೇಳಿದರು. ಕೈಲಾಸ ಮಾನಸ ಸರೋವರ ಯಾತ್ರೆ ಪುನರಾರಂಭದ ಬಗ್ಗೆಯೂ ಪ್ರಸ್ತಾಪಿಸಿದರು. ಭಯೋತ್ಪಾದನೆ ವಿರುದ್ಧ ಎಸ್‌ಸಿಒ ರಾಷ್ಟ್ರಗಳು ದೃಢ ನಿಲುವು ತಳೆಯಬೇಕು ಎಂದು ಪ್ರತಿಪಾದಿಸಿದರು. <box>400 1006 605 1057</box>
canada-headline-a: ಕೆನಡಾದಲ್ಲಿ ರಥಯಾತ್ರೆಗೆ <box>204 827 333 847</box>
health-dateline: ಹೊಸದಿಲ್ಲಿ: <box>592 1222 619 1231</box>
simi-dateline: ಹೊಸದಿಲ್ಲಿ: <box>806 860 833 869</box>
against-dharma-body: ಆಪರೇಷನ್ ಕಾಲನೇಮಿ ಯಾವುದೇ ನಿರ್ದಿಷ್ಟ ಧರ್ಮದ ವಿರುದ್ಧದ ಅಭಿಯಾನವಲ್ಲ. ವೇಷ ಮರೆಸಿಕೊಂಡು ಜನರನ್ನು ವಂಚಿಸುವ ಹಾಗೂ ಕಾನೂನು ಉಲ್ಲಂಘಿಸುವವರ ವಿರುದ್ಧದ ಕಾರ್ಯಾಚರಣೆ. ಎಸ್‌ಎಸ್‌ಪಿ ಅಜಯ್ ಸಿಂಗ್ ಅವರ ನೇತೃತ್ವದಲ್ಲಿ ಪೊಲೀಸ್ ತಂಡ ಸತತ ತಪಾಸಣೆ ನಡೆಸುತ್ತಿದೆ. ಸಾಧು ಸಂತರ ವೇಷ ಧರಿಸಿ ಸಮಾಜದಲ್ಲಿ ಅಶಾಂತಿ ಉಂಟು ಮಾಡುವವರ ವಿರುದ್ಧ ಕಠಿಣ ಕ್ರಮ ಕೈಗೊಳ್ಳಲಾಗುವುದು ಎಂದು ಪೊಲೀಸರು ತಿಳಿಸಿದ್ದಾರೆ. <box>617 628 729 730</box>
masthead-date-block <box>49 45 199 83</box>
logo-name: ಹೊಸ ದಿಗಂತ <box>723 35 816 59</box>
masthead-date: 15 ಜುಲೈ 2025 <box>49 61 112 72</box>
health-headline: ಸಕ್ಕರೆ, ಎಣ್ಣೆ ಅಂಶ ಪ್ರದರ್ಶಿಸಿ <box>596 1182 871 1217</box>
print-registration-marks <box>586 1438 619 1444</box>
section-separator <box>200 1146 590 1150</box>
yellow-dot <box>350 1438 356 1444</box>
collegium-headline-a: ಕರ್ನಾಟಕ <box>30 597 105 626</box>
fake-baba-headline-line2 <box>560 148 930 188</box>
